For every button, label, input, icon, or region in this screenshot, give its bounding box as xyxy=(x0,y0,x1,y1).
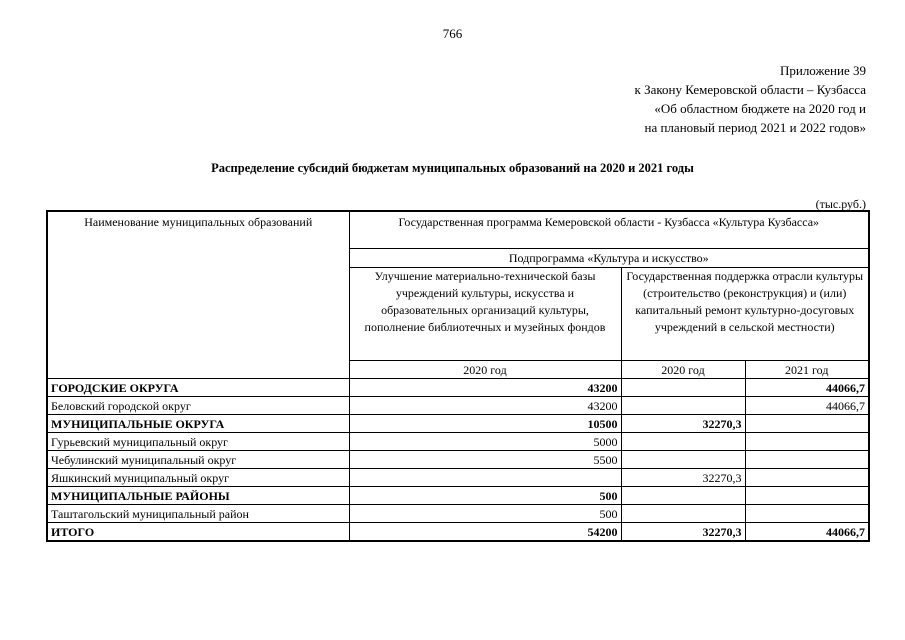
row-value-2020-support: 32270,3 xyxy=(621,415,745,433)
appendix-note xyxy=(635,61,867,137)
row-value-2021-support: 44066,7 xyxy=(745,379,869,397)
table-row xyxy=(47,505,869,523)
row-value-2021-support: 44066,7 xyxy=(745,397,869,415)
appendix-line: Приложение 39 xyxy=(779,63,866,78)
header-direction-state-support: Государственная поддержка отрасли культуры (строительство (реконструкция) и (или) капитальный ремонт культурно-досуговых учреждений в сельской местности) xyxy=(621,268,869,361)
document-title: Распределение субсидий бюджетам муниципальных образований на 2020 и 2021 годы xyxy=(211,161,694,175)
row-value-2021-support: 44066,7 xyxy=(745,523,869,542)
header-year: 2020 год xyxy=(621,361,745,379)
header-municipality: Наименование муниципальных образований xyxy=(47,211,349,379)
row-value-2020-support: 32270,3 xyxy=(621,523,745,542)
row-value-2020-material: 500 xyxy=(349,505,621,523)
table-row xyxy=(47,469,869,487)
units-label: (тыс.руб.) xyxy=(815,197,866,211)
row-value-2020-support xyxy=(621,397,745,415)
appendix-line: к Закону Кемеровской области – Кузбасса xyxy=(634,82,866,97)
table-row xyxy=(47,397,869,415)
row-value-2020-support xyxy=(621,487,745,505)
row-value-2020-material xyxy=(349,469,621,487)
header-year: 2020 год xyxy=(349,361,621,379)
row-value-2020-material: 43200 xyxy=(349,379,621,397)
header-program: Государственная программа Кемеровской области - Кузбасса «Культура Кузбасса» xyxy=(349,211,869,249)
row-name: ГОРОДСКИЕ ОКРУГА xyxy=(47,379,349,397)
row-value-2020-support xyxy=(621,379,745,397)
row-value-2021-support xyxy=(745,451,869,469)
row-value-2021-support xyxy=(745,415,869,433)
row-name: Яшкинский муниципальный округ xyxy=(47,469,349,487)
row-value-2021-support xyxy=(745,505,869,523)
row-value-2020-material: 5500 xyxy=(349,451,621,469)
appendix-line: «Об областном бюджете на 2020 год и xyxy=(654,101,866,116)
row-value-2020-support xyxy=(621,505,745,523)
table-row xyxy=(47,451,869,469)
row-value-2020-support: 32270,3 xyxy=(621,469,745,487)
row-name: Беловский городской округ xyxy=(47,397,349,415)
header-direction-material-base: Улучшение материально-технической базы учреждений культуры, искусства и образовательных организаций культуры, пополнение библиотечных и музейных фондов xyxy=(349,268,621,361)
header-year: 2021 год xyxy=(745,361,869,379)
row-value-2020-material: 500 xyxy=(349,487,621,505)
row-value-2020-material: 43200 xyxy=(349,397,621,415)
row-value-2021-support xyxy=(745,433,869,451)
table-row xyxy=(47,487,869,505)
page-number: 766 xyxy=(442,26,463,41)
row-value-2020-material: 5000 xyxy=(349,433,621,451)
table-row xyxy=(47,379,869,397)
row-value-2020-material: 10500 xyxy=(349,415,621,433)
row-name: Таштагольский муниципальный район xyxy=(47,505,349,523)
row-name: Гурьевский муниципальный округ xyxy=(47,433,349,451)
row-value-2020-material: 54200 xyxy=(349,523,621,542)
header-subprogram: Подпрограмма «Культура и искусство» xyxy=(349,249,869,268)
table-row xyxy=(47,415,869,433)
table-row xyxy=(47,433,869,451)
row-value-2021-support xyxy=(745,487,869,505)
table-row xyxy=(47,523,869,542)
appendix-line: на плановый период 2021 и 2022 годов» xyxy=(644,120,866,135)
row-name: МУНИЦИПАЛЬНЫЕ РАЙОНЫ xyxy=(47,487,349,505)
row-name: Чебулинский муниципальный округ xyxy=(47,451,349,469)
row-value-2020-support xyxy=(621,451,745,469)
row-name: ИТОГО xyxy=(47,523,349,542)
row-value-2020-support xyxy=(621,433,745,451)
row-name: МУНИЦИПАЛЬНЫЕ ОКРУГА xyxy=(47,415,349,433)
subsidy-table xyxy=(46,210,870,542)
row-value-2021-support xyxy=(745,469,869,487)
